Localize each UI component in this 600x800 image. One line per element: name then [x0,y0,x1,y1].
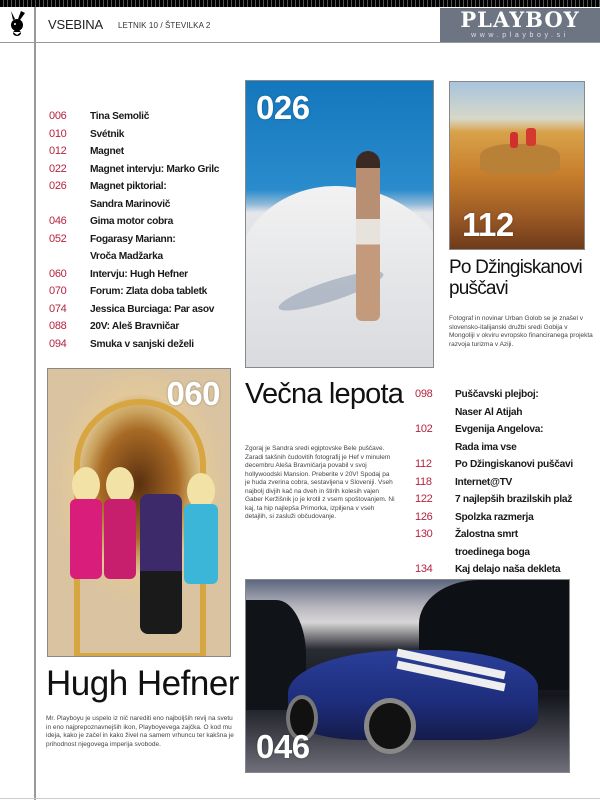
toc-item[interactable] [49,301,219,319]
photo-camels [480,144,560,174]
photo-car-wheel [364,698,416,754]
photo-person [140,494,182,634]
toc-item-continuation[interactable] [49,196,219,214]
photo-page-label: 112 [462,206,514,243]
toc-page-number [415,439,455,457]
top-decorative-strip [0,0,600,7]
toc-page-number: 060 [49,267,67,280]
toc-title: Rada ima vse [455,441,517,453]
toc-title: Kaj delajo naša dekleta [455,564,561,575]
photo-cobra-car[interactable] [245,579,570,773]
toc-title: Tina Semolič [90,111,150,122]
brand-name: PLAYBOY [460,7,580,32]
photo-person [104,499,136,579]
toc-item[interactable] [49,266,219,284]
photo-sandra-desert[interactable] [245,80,434,368]
toc-list-left [49,108,219,353]
toc-page-number: 074 [49,302,67,315]
toc-page-number: 012 [49,145,67,157]
header-rule [0,42,600,43]
toc-title: Spolzka razmerja [455,511,534,523]
toc-item[interactable] [49,161,219,179]
brand-url: www.playboy.si [471,32,569,39]
toc-title: Smuka v sanjski deželi [90,338,194,350]
toc-page-number [49,248,90,266]
toc-title: troedinega boga [455,546,530,558]
toc-page-number [415,544,455,562]
toc-item[interactable] [415,491,573,509]
toc-page-number: 070 [49,285,67,297]
feature-blurb-hugh-hefner: Mr. Playboyu je uspelo iz nič narediti eno najboljših revij na svetu in eno najprepoznavnejših ikon, Playboyevega zajčka. O kod mu ideja, kako je začel in kako živel na samem vrhuncu ter kakšna je prihodnost njegovega imperija svobode. [46,715,234,748]
toc-item[interactable] [49,108,219,126]
toc-title: Svétnik [90,128,125,140]
toc-title: 20V: Aleš Bravničar [90,321,180,332]
toc-item[interactable] [49,336,219,354]
brand-logo [440,8,600,42]
toc-title: Fogarasy Mariann: [90,233,176,245]
toc-item[interactable] [415,386,573,404]
toc-item[interactable] [49,126,219,144]
toc-title: Naser Al Atijah [455,406,523,418]
photo-rider [526,128,536,146]
photo-model [356,151,380,321]
toc-page-number [49,196,90,214]
toc-item[interactable] [49,213,219,231]
issue-info: LETNIK 10 / ŠTEVILKA 2 [118,21,211,30]
toc-item[interactable] [415,474,573,492]
photo-person [106,467,134,503]
toc-page-number: 112 [415,458,432,470]
toc-page-number: 046 [49,215,67,227]
feature-title-vecna-lepota: Večna lepota [245,378,404,410]
toc-item[interactable] [49,318,219,336]
photo-page-label: 060 [166,375,220,412]
photo-person [72,467,100,503]
toc-item[interactable] [415,421,573,439]
toc-page-number: 052 [49,232,67,245]
feature-title-dzingiskan: Po Džingiskanovi puščavi [449,257,582,299]
photo-page-label: 046 [256,728,310,765]
photo-rider [510,132,518,148]
toc-title: Vroča Madžarka [90,251,163,262]
feature-blurb-vecna-lepota: Zgoraj je Sandra sredi egiptovske Bele puščave. Zaradi takšnih čudovitih fotografij je Hef v minulem decembru Aleša Bravničarja povabil v svoj hollywoodski Mansion. Preberite v 20V! Spodaj pa je huda zverina cobra, sestavljena v Sloveniji. Vseh najbolj divjih kač na dveh in štirih kolesih vajen Gaber Keržišnik jo je krotil z vsem spoštovanjem. Ni kaj, ta hip najlepša Primorka, izpiljena v vseh detajlih, si zasluži občudovanje. [245,445,395,520]
toc-item[interactable] [49,231,219,249]
photo-page-label: 026 [256,89,310,126]
toc-title: Žalostna smrt [455,529,518,540]
toc-item-continuation[interactable] [415,544,573,562]
toc-item-continuation[interactable] [49,248,219,266]
toc-title: Intervju: Hugh Hefner [90,268,188,280]
bottom-rule [0,798,600,799]
photo-gobi-camels[interactable] [449,81,585,250]
toc-item-continuation[interactable] [415,439,573,457]
page-title: VSEBINA [48,17,103,32]
toc-title: Evgenija Angelova: [455,424,544,435]
toc-page-number: 010 [49,127,67,140]
photo-person [184,504,218,584]
toc-title: Po Džingiskanovi puščavi [455,459,573,470]
toc-page-number: 130 [415,528,433,540]
toc-item[interactable] [415,526,573,544]
toc-page-number: 118 [415,475,432,488]
photo-person [70,499,102,579]
photo-hugh-hefner[interactable] [47,368,231,657]
toc-page-number: 022 [49,162,67,175]
toc-title: Jessica Burciaga: Par asov [90,303,215,315]
toc-page-number: 134 [415,563,433,575]
toc-title: Magnet piktorial: [90,181,167,192]
toc-page-number: 102 [415,423,433,435]
toc-page-number: 122 [415,493,433,505]
toc-title: Forum: Zlata doba tabletk [90,286,208,297]
toc-page-number: 088 [49,320,67,332]
toc-title: Internet@TV [455,476,513,488]
toc-item[interactable] [415,456,573,474]
toc-page-number: 026 [49,180,67,192]
toc-item[interactable] [415,509,573,527]
toc-page-number: 098 [415,388,433,400]
toc-title: Magnet [90,146,124,157]
toc-title: Sandra Marinovič [90,198,171,210]
toc-item[interactable] [49,143,219,161]
toc-item-continuation[interactable] [415,404,573,422]
left-margin-rule [34,7,36,800]
toc-page-number: 006 [49,110,67,122]
toc-item[interactable] [49,178,219,196]
toc-title: Puščavski plejboj: [455,389,539,400]
toc-list-right [415,386,573,579]
toc-item[interactable] [49,283,219,301]
toc-title: Gima motor cobra [90,216,173,227]
feature-title-hugh-hefner: Hugh Hefner [46,664,239,703]
toc-item[interactable] [415,561,573,579]
bunny-logo-icon [6,10,30,38]
feature-blurb-dzingiskan: Fotograf in novinar Urban Golob se je znašel v slovensko-italijanski družbi sredi Gobija v Mongoliji v okviru evropsko financiranega projekta razvoja turizma v Aziji. [449,315,593,348]
toc-title: Magnet intervju: Marko Grilc [90,163,220,175]
toc-page-number [415,404,455,422]
toc-page-number: 094 [49,337,67,350]
toc-title: 7 najlepših brazilskih plaž [455,494,573,505]
toc-page-number: 126 [415,510,433,523]
